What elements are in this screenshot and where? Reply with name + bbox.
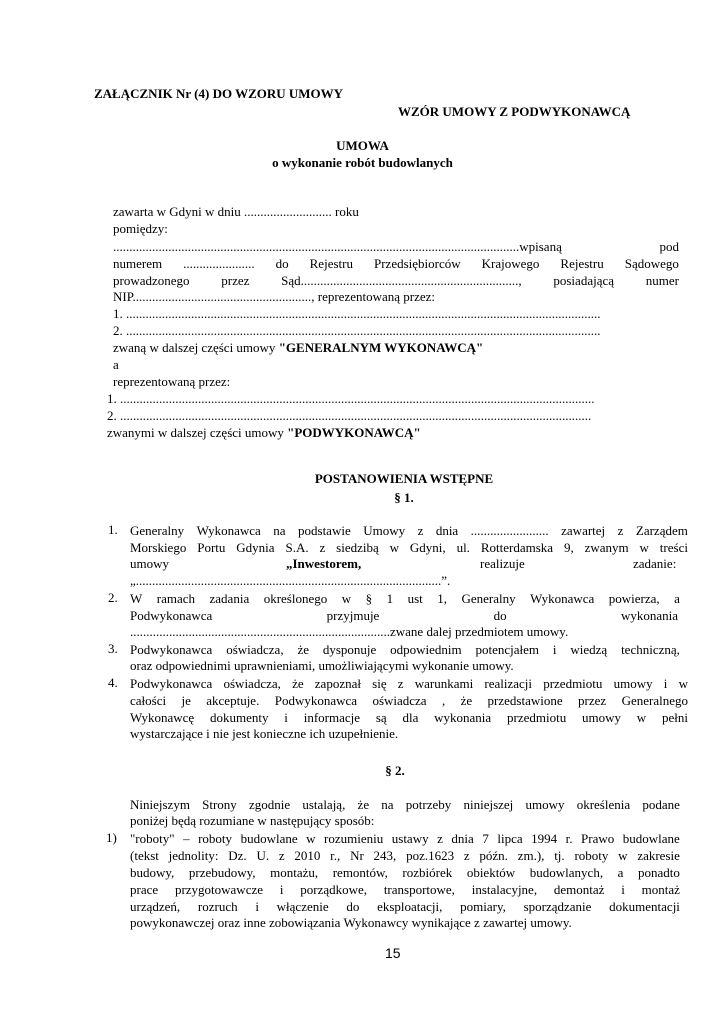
word: sporządzanie bbox=[523, 899, 592, 914]
word: je bbox=[181, 693, 191, 708]
doc-subtitle: o wykonanie robót budowlanych bbox=[272, 155, 453, 170]
word: i bbox=[621, 882, 625, 897]
word: potrzeby bbox=[405, 797, 452, 812]
word: że bbox=[297, 642, 309, 657]
word: i bbox=[279, 882, 284, 897]
word: niniejszej bbox=[463, 797, 514, 812]
word: włączenie bbox=[276, 899, 329, 914]
designation-prefix: zwanymi w dalszej części umowy bbox=[107, 425, 288, 440]
word: Rejestru bbox=[560, 256, 604, 271]
word: § bbox=[365, 591, 373, 606]
word: zakresie bbox=[637, 848, 680, 863]
party1-rep1: 1. .................................................................................................................................................. bbox=[113, 306, 601, 321]
item2-line2 bbox=[130, 607, 678, 624]
word: r., bbox=[330, 848, 341, 863]
word: i bbox=[255, 899, 259, 914]
item1-realizuje: realizuje bbox=[480, 556, 525, 571]
word: dnia bbox=[451, 831, 474, 846]
word: podane bbox=[642, 797, 680, 812]
word: z bbox=[437, 831, 443, 846]
word: przebudowy, bbox=[188, 865, 256, 880]
word: Podwykonawca bbox=[130, 676, 213, 691]
item3-line2: oraz odpowiednimi uprawnieniami, umożliwiającymi wykonanie umowy. bbox=[130, 658, 514, 673]
word: , bbox=[441, 693, 446, 708]
word: siedzibą bbox=[336, 540, 379, 555]
doc-title: UMOWA bbox=[336, 138, 389, 153]
word: 1, bbox=[437, 591, 447, 606]
word: 7 bbox=[482, 831, 489, 846]
word: S.A. bbox=[285, 540, 309, 555]
word: Podwykonawca bbox=[130, 642, 213, 657]
word: podstawie bbox=[298, 523, 351, 538]
word: w bbox=[618, 848, 628, 863]
item1-umowy: umowy bbox=[130, 556, 169, 571]
item2-line3: ................................................................................zwane dalej przedmiotem umowy. bbox=[130, 624, 569, 639]
word: z bbox=[417, 523, 424, 538]
word: warunkami bbox=[414, 676, 474, 691]
word: a bbox=[617, 865, 624, 880]
word: Generalny bbox=[461, 591, 516, 606]
item1-investor: „Inwestorem, bbox=[286, 556, 362, 571]
and-label: a bbox=[113, 357, 119, 372]
word: Sądowego bbox=[624, 256, 679, 271]
word: pod bbox=[659, 239, 679, 254]
word: się bbox=[372, 676, 387, 691]
word: montażu, bbox=[270, 865, 319, 880]
word: do bbox=[275, 256, 289, 271]
item1-line2 bbox=[130, 539, 688, 556]
word: realizacji bbox=[484, 676, 533, 691]
word: przygotowawcze bbox=[174, 882, 264, 897]
word: prace bbox=[130, 882, 159, 897]
section2-paragraph-mark: § 2. bbox=[385, 763, 405, 778]
item2-line1 bbox=[130, 590, 680, 607]
word: odpowiednim bbox=[390, 642, 462, 657]
word: Strony bbox=[202, 797, 237, 812]
word: w bbox=[389, 540, 400, 555]
word: prowadzonego bbox=[113, 273, 190, 288]
word: że bbox=[292, 676, 304, 691]
contract-place-date: zawarta w Gdyni w dniu ........................... roku bbox=[113, 204, 359, 219]
designation-prefix: zwaną w dalszej części umowy bbox=[113, 340, 279, 355]
word: "roboty" bbox=[130, 831, 175, 846]
definition1-line1 bbox=[130, 830, 680, 847]
item3-line1 bbox=[130, 641, 680, 658]
word: Podwykonawca bbox=[274, 693, 358, 708]
word: dokumenty bbox=[209, 710, 269, 725]
word: są bbox=[375, 710, 387, 725]
word: z bbox=[617, 523, 624, 538]
item1-line4: „..............................................................................................”. bbox=[130, 573, 451, 588]
word: Gdyni, bbox=[409, 540, 446, 555]
page-number: 15 bbox=[385, 945, 401, 961]
section2-intro-line1 bbox=[130, 796, 680, 813]
word: W bbox=[130, 591, 143, 606]
word: Gdynia bbox=[236, 540, 275, 555]
party2-rep2: 2. ................................................................................................................................................. bbox=[107, 408, 592, 423]
word: zgodnie bbox=[249, 797, 291, 812]
word: Morskiego bbox=[130, 540, 187, 555]
word: dysponuje bbox=[322, 642, 377, 657]
definition-number: 1) bbox=[106, 830, 117, 845]
party2-rep1: 1. .................................................................................................................................................. bbox=[107, 391, 595, 406]
word: Wykonawca bbox=[530, 591, 595, 606]
word: 243, bbox=[373, 848, 397, 863]
party1-line1 bbox=[113, 238, 679, 255]
subcontractor-name: "PODWYKONAWCĄ" bbox=[287, 425, 421, 440]
word: treści bbox=[659, 540, 688, 555]
word: w bbox=[306, 831, 316, 846]
word: Generalnego bbox=[621, 693, 688, 708]
word: numer bbox=[645, 273, 679, 288]
word: jednolity: bbox=[168, 848, 219, 863]
party1-line3 bbox=[113, 272, 679, 289]
word: rozbiórek bbox=[402, 865, 453, 880]
section2-intro-line2: poniżej będą rozumiane w następujący sposób: bbox=[130, 813, 375, 828]
word: zwanym bbox=[584, 540, 629, 555]
word: określenia bbox=[576, 797, 631, 812]
item1-line1 bbox=[130, 522, 688, 539]
definition1-line4 bbox=[130, 881, 680, 898]
word: rozumieniu bbox=[324, 831, 384, 846]
word: całości bbox=[130, 693, 167, 708]
item-number: 1. bbox=[108, 522, 118, 537]
word: na bbox=[381, 797, 394, 812]
word: Zarządem bbox=[635, 523, 688, 538]
word: z bbox=[397, 676, 404, 691]
word: umowy bbox=[582, 710, 621, 725]
word: oświadcza, bbox=[226, 642, 284, 657]
word: ust bbox=[407, 591, 423, 606]
word: przez bbox=[578, 693, 607, 708]
word: dla bbox=[402, 710, 419, 725]
word: Umowy bbox=[363, 523, 406, 538]
word: pełni bbox=[661, 710, 688, 725]
word: Nr bbox=[350, 848, 364, 863]
word: Dz. bbox=[228, 848, 247, 863]
word: wykonania bbox=[620, 608, 678, 623]
word: ........................ bbox=[470, 523, 549, 538]
word: przedmiotu bbox=[543, 676, 603, 691]
word: ponadto bbox=[638, 865, 680, 880]
word: rozruch bbox=[197, 899, 238, 914]
item4-line4: wystarczające i nie jest konieczne ich uzupełnienie. bbox=[130, 726, 399, 741]
word: 2010 bbox=[294, 848, 321, 863]
word: roboty bbox=[198, 831, 233, 846]
word: techniczną, bbox=[621, 642, 680, 657]
word: wykonania bbox=[434, 710, 492, 725]
word: Wykonawca bbox=[196, 523, 261, 538]
section1-heading: POSTANOWIENIA WSTĘPNE bbox=[314, 471, 494, 486]
word: że bbox=[357, 797, 370, 812]
word: remontów, bbox=[332, 865, 388, 880]
word: .............................................................................................................................wpisaną bbox=[113, 239, 562, 254]
word: i bbox=[552, 642, 557, 657]
word: pomiary, bbox=[460, 899, 506, 914]
word: umowy bbox=[525, 797, 565, 812]
word: Portu bbox=[197, 540, 226, 555]
template-heading: WZÓR UMOWY Z PODWYKONAWCĄ bbox=[398, 104, 631, 119]
general-contractor-name: "GENERALNYM WYKONAWCĄ" bbox=[278, 340, 484, 355]
word: zadania bbox=[209, 591, 250, 606]
general-contractor-designation bbox=[113, 340, 483, 356]
word: lipca bbox=[497, 831, 523, 846]
word: U. bbox=[256, 848, 270, 863]
word: r. bbox=[565, 831, 573, 846]
word: transportowe, bbox=[383, 882, 455, 897]
item4-line2 bbox=[130, 692, 688, 709]
word: numerem bbox=[113, 256, 163, 271]
word: budowlanych, bbox=[529, 865, 604, 880]
word: poz.1623 bbox=[406, 848, 455, 863]
word: urządzeń, bbox=[130, 899, 181, 914]
word: w bbox=[678, 676, 688, 691]
word: z bbox=[278, 848, 285, 863]
word: późn. bbox=[479, 848, 508, 863]
word: Wykonawcę bbox=[130, 710, 195, 725]
word: z bbox=[463, 848, 470, 863]
party2-rep-label: reprezentowaną przez: bbox=[113, 374, 231, 389]
word: zawartej bbox=[561, 523, 606, 538]
word: do bbox=[346, 899, 360, 914]
item4-line1 bbox=[130, 675, 688, 692]
word: Generalny bbox=[130, 523, 185, 538]
item-number: 2. bbox=[108, 590, 118, 605]
word: instalacyjne, bbox=[471, 882, 538, 897]
definition1-line5 bbox=[130, 898, 680, 915]
word: eksploatacji, bbox=[377, 899, 443, 914]
word: Podwykonawca bbox=[130, 608, 213, 623]
word: Prawo bbox=[581, 831, 615, 846]
word: posiadającą bbox=[553, 273, 615, 288]
word: 1 bbox=[386, 591, 394, 606]
word: budowlane bbox=[622, 831, 680, 846]
word: tj. bbox=[554, 848, 565, 863]
between-label: pomiędzy: bbox=[113, 221, 168, 236]
attachment-heading: ZAŁĄCZNIK Nr (4) DO WZORU UMOWY bbox=[94, 86, 344, 101]
word: dnia bbox=[435, 523, 459, 538]
party1-rep2: 2. .................................................................................................................................................. bbox=[113, 323, 601, 338]
word: w bbox=[636, 710, 647, 725]
word: 9, bbox=[563, 540, 574, 555]
word: powierza, bbox=[608, 591, 660, 606]
word: ustalają, bbox=[302, 797, 346, 812]
section1-paragraph-mark: § 1. bbox=[394, 490, 414, 505]
word: Krajowego bbox=[481, 256, 540, 271]
word: porządkowe, bbox=[300, 882, 368, 897]
word: przedmiotu bbox=[506, 710, 567, 725]
word: 1994 bbox=[531, 831, 558, 846]
word: Rejestru bbox=[309, 256, 353, 271]
word: montaż bbox=[641, 882, 680, 897]
word: (tekst bbox=[130, 848, 159, 863]
word: ramach bbox=[156, 591, 196, 606]
word: oświadcza bbox=[372, 693, 427, 708]
word: roboty bbox=[574, 848, 609, 863]
definition1-line2 bbox=[130, 847, 680, 864]
word: na bbox=[273, 523, 286, 538]
item4-line3 bbox=[130, 709, 688, 726]
word: obiektów bbox=[466, 865, 516, 880]
word: demontaż bbox=[553, 882, 605, 897]
word: oświadcza, bbox=[223, 676, 281, 691]
word: akceptuje. bbox=[206, 693, 260, 708]
definition1-line6: powykonawczej oraz inne zobowiązania Wykonawcy wynikające z zawartej umowy. bbox=[130, 915, 572, 930]
word: określonego bbox=[263, 591, 328, 606]
party1-nip: NIP......................................................., reprezentowaną przez: bbox=[113, 289, 436, 304]
definition1-line3 bbox=[130, 864, 680, 881]
word: że bbox=[460, 693, 473, 708]
word: przez bbox=[221, 273, 250, 288]
word: dokumentacji bbox=[609, 899, 680, 914]
word: ul. bbox=[456, 540, 470, 555]
word: ustawy bbox=[391, 831, 429, 846]
word: ...................... bbox=[183, 256, 255, 271]
item1-zadanie: zadanie: bbox=[633, 556, 677, 571]
word: i bbox=[284, 710, 288, 725]
word: Niniejszym bbox=[130, 797, 190, 812]
word: Rotterdamska bbox=[480, 540, 554, 555]
word: informacje bbox=[303, 710, 361, 725]
word: potencjałem bbox=[475, 642, 540, 657]
word: a bbox=[674, 591, 680, 606]
word: Przedsiębiorców bbox=[373, 256, 461, 271]
item-number: 3. bbox=[108, 641, 118, 656]
word: zapoznał bbox=[314, 676, 361, 691]
party1-line2 bbox=[113, 255, 679, 272]
word: w bbox=[341, 591, 352, 606]
word: do bbox=[493, 608, 507, 623]
word: przyjmuje bbox=[326, 608, 380, 623]
word: – bbox=[183, 831, 190, 846]
word: zm.), bbox=[517, 848, 545, 863]
word: umowy bbox=[613, 676, 653, 691]
word: przedstawione bbox=[487, 693, 563, 708]
word: budowlane bbox=[240, 831, 298, 846]
subcontractor-designation bbox=[107, 425, 421, 441]
item-number: 4. bbox=[108, 675, 118, 690]
word: i bbox=[663, 676, 668, 691]
word: w bbox=[639, 540, 649, 555]
word: wiedzą bbox=[570, 642, 608, 657]
word: budowy, bbox=[130, 865, 175, 880]
word: z bbox=[319, 540, 326, 555]
word: Sąd..................................................................., bbox=[281, 273, 522, 288]
